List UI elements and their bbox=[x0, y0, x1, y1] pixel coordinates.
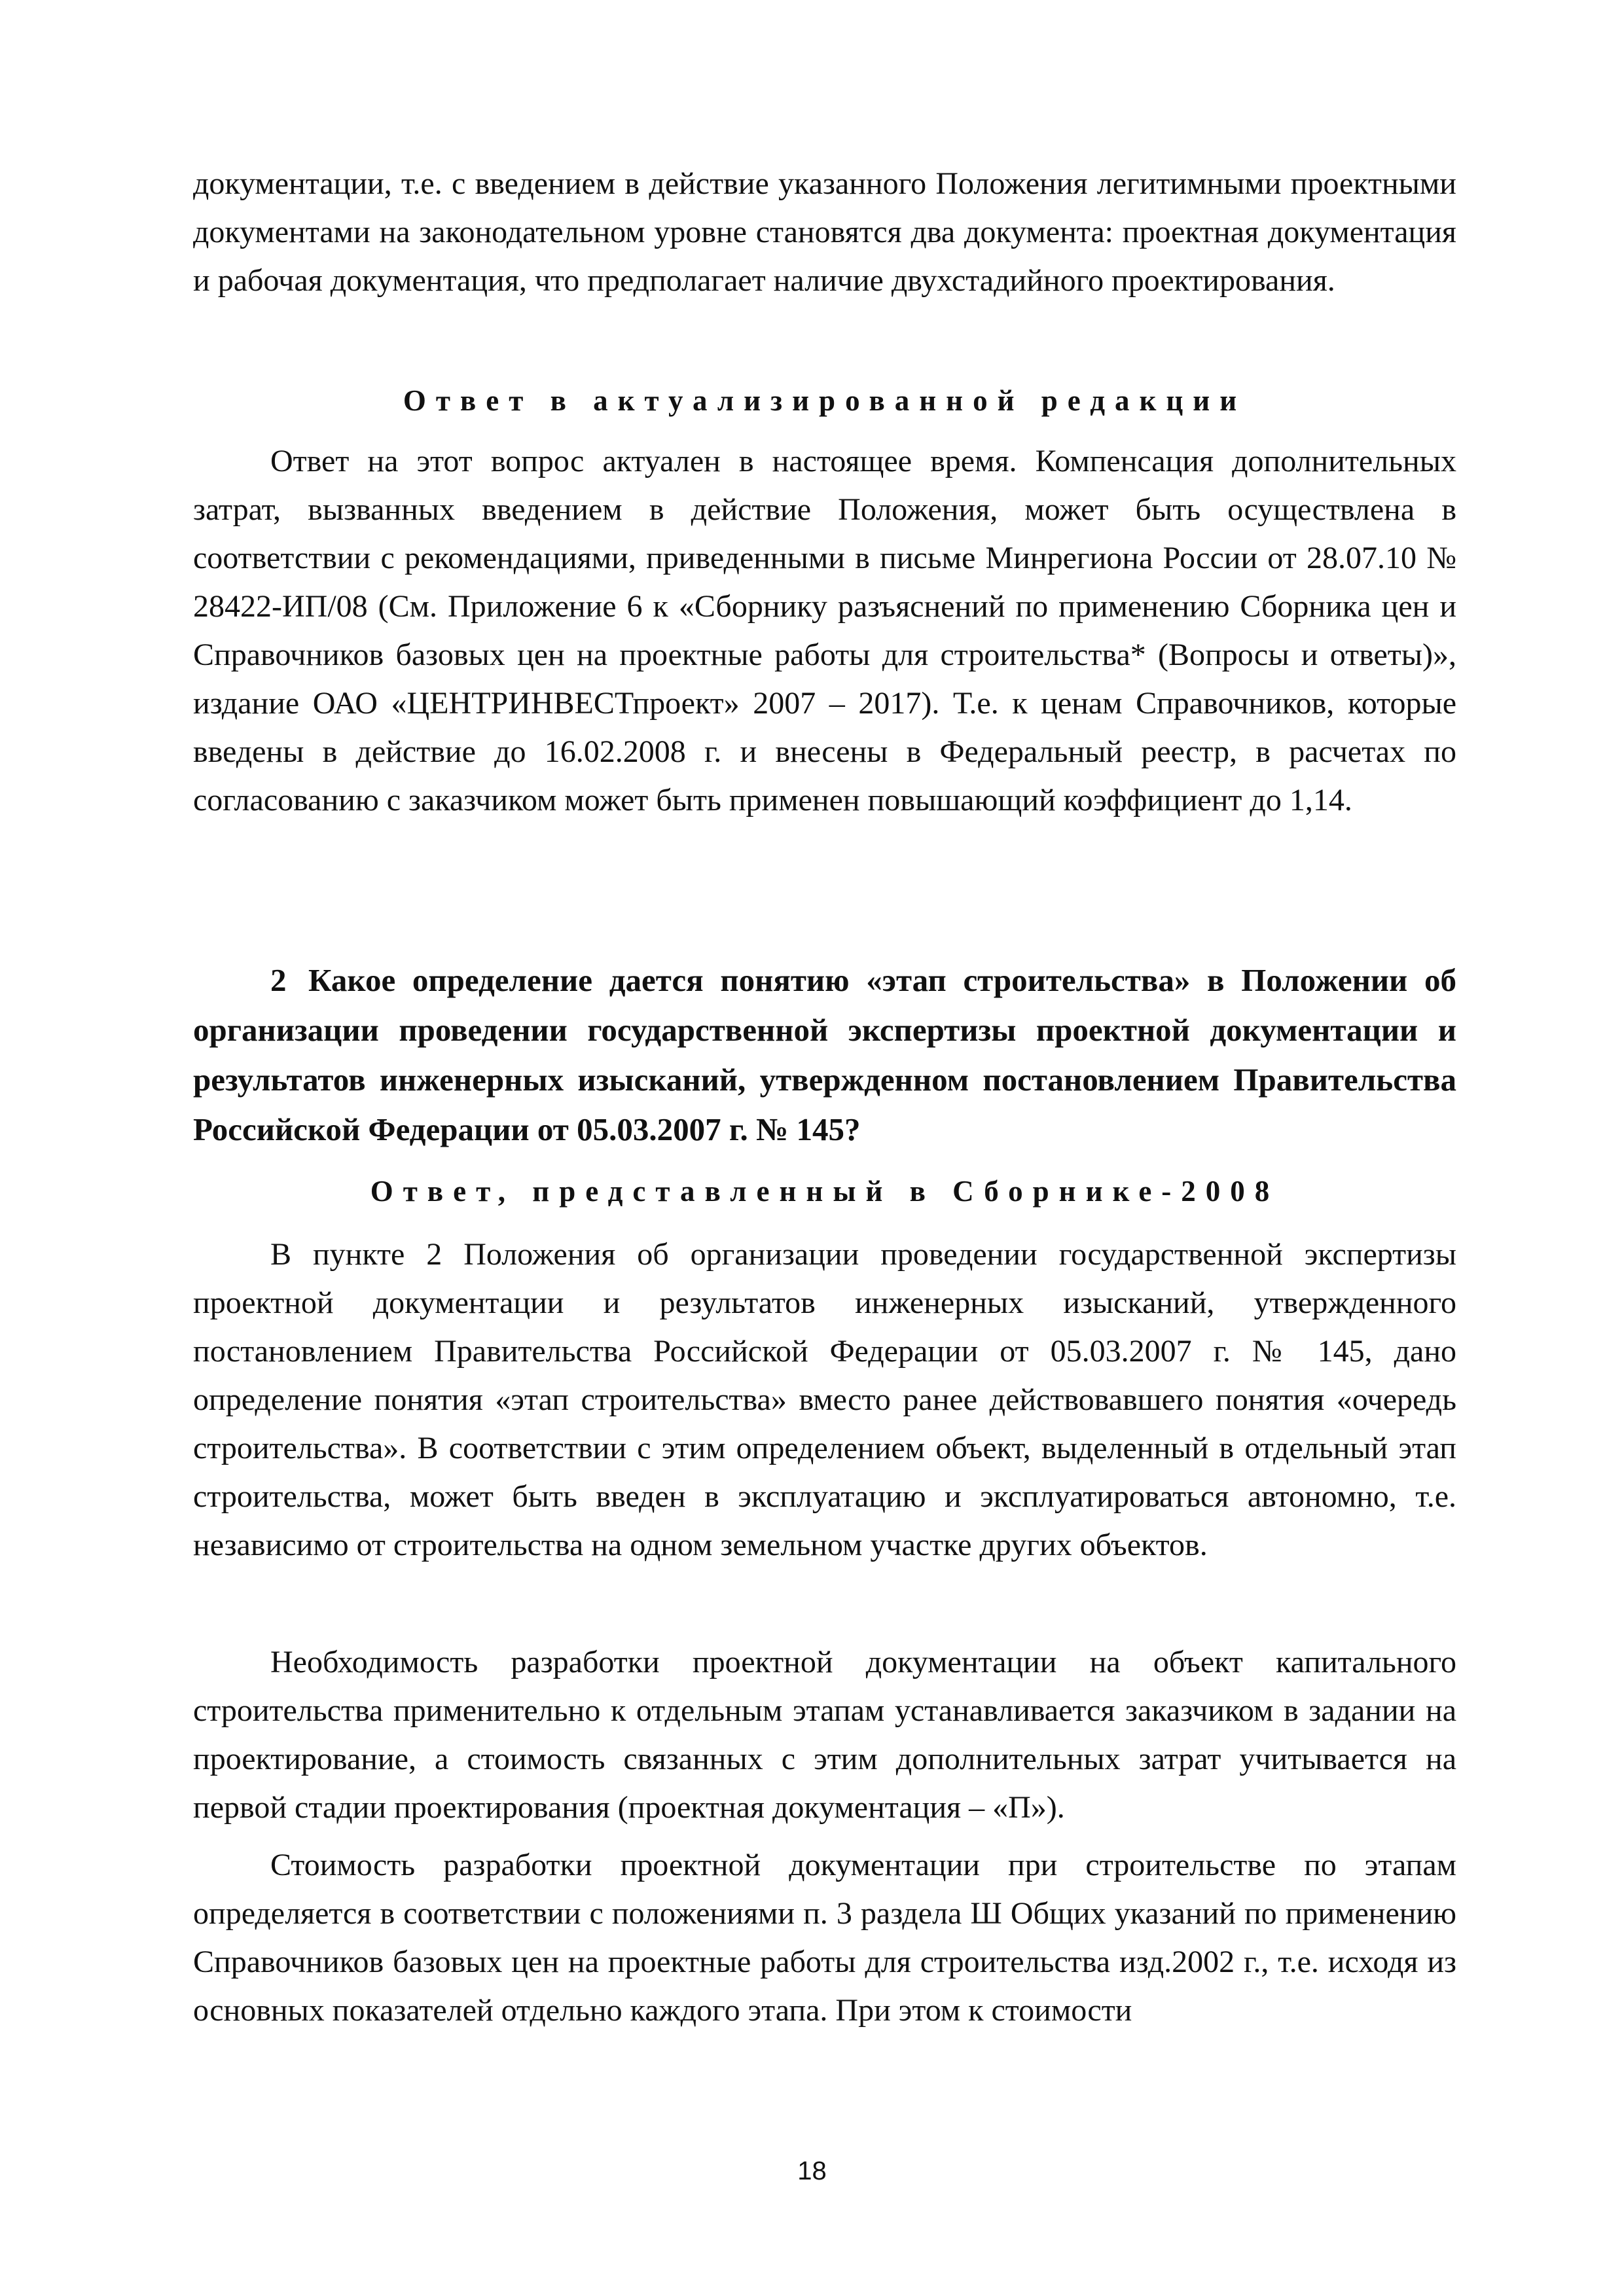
answer-block-1 bbox=[193, 1230, 1456, 1570]
updated-heading-block bbox=[193, 381, 1456, 420]
question-heading bbox=[193, 956, 1456, 1155]
heading-updated-answer: Ответ в актуализированной редакции bbox=[403, 384, 1247, 417]
question-number: 2 bbox=[270, 962, 287, 998]
answer-paragraph: Необходимость разработки проектной документации на объект капитального строительства применительно к отдельным этапам устанавливается заказчиком в задании на проектирование, а стоимость связанных с этим дополнительных затрат учитывается на первой стадии проектирования (проектная документация – «П»). bbox=[193, 1645, 1456, 1825]
answer-block-2 bbox=[193, 1638, 1456, 1832]
intro-block bbox=[193, 160, 1456, 305]
paragraph-intro: документации, т.е. с введением в действие указанного Положения легитимными проектными документами на законодательном уровне становятся два документа: проектная документация и рабочая документация, что предполагает наличие двухстадийного проектирования. bbox=[193, 166, 1456, 298]
question-block bbox=[193, 956, 1456, 1155]
answer-paragraph: Стоимость разработки проектной документации при строительстве по этапам определяется в соответствии с положениями п. 3 раздела Ш Общих указаний по применению Справочников базовых цен на проектные работы для строительства изд.2002 г., т.е. исходя из основных показателей отдельно каждого этапа. При этом к стоимости bbox=[193, 1848, 1456, 2028]
question-text: Какое определение дается понятию «этап строительства» в Положении об организации проведении государственной экспертизы проектной документации и результатов инженерных изысканий, утвержденном постановлением Правительства Российской Федерации от 05.03.2007 г. № 145? bbox=[193, 962, 1456, 1147]
answer-paragraph: В пункте 2 Положения об организации проведении государственной экспертизы проектной документации и результатов инженерных изысканий, утвержденного постановлением Правительства Российской Федерации от 05.03.2007 г. № 145, дано определение понятия «этап строительства» вместо ранее действовавшего понятия «очередь строительства». В соответствии с этим определением объект, выделенный в отдельный этап строительства, может быть введен в эксплуатацию и эксплуатироваться автономно, т.е. независимо от строительства на одном земельном участке других объектов. bbox=[193, 1237, 1456, 1562]
updated-answer-block bbox=[193, 437, 1456, 825]
heading-collection-answer: Ответ, представленный в Сборнике-2008 bbox=[370, 1175, 1280, 1208]
paragraph-updated-answer: Ответ на этот вопрос актуален в настоящее время. Компенсация дополнительных затрат, вызванных введением в действие Положения, может быть осуществлена в соответствии с рекомендациями, приведенными в письме Минрегиона России от 28.07.10 № 28422-ИП/08 (См. Приложение 6 к «Сборнику разъяснений по применению Сборника цен и Справочников базовых цен на проектные работы для строительства* (Вопросы и ответы)», издание ОАО «ЦЕНТРИНВЕСТпроект» 2007 – 2017). Т.е. к ценам Справочников, которые введены в действие до 16.02.2008 г. и внесены в Федеральный реестр, в расчетах по согласованию с заказчиком может быть применен повышающий коэффициент до 1,14. bbox=[193, 444, 1456, 817]
page-number: 18 bbox=[797, 2157, 827, 2185]
collection-heading-block bbox=[193, 1172, 1456, 1211]
answer-block-3 bbox=[193, 1841, 1456, 2035]
